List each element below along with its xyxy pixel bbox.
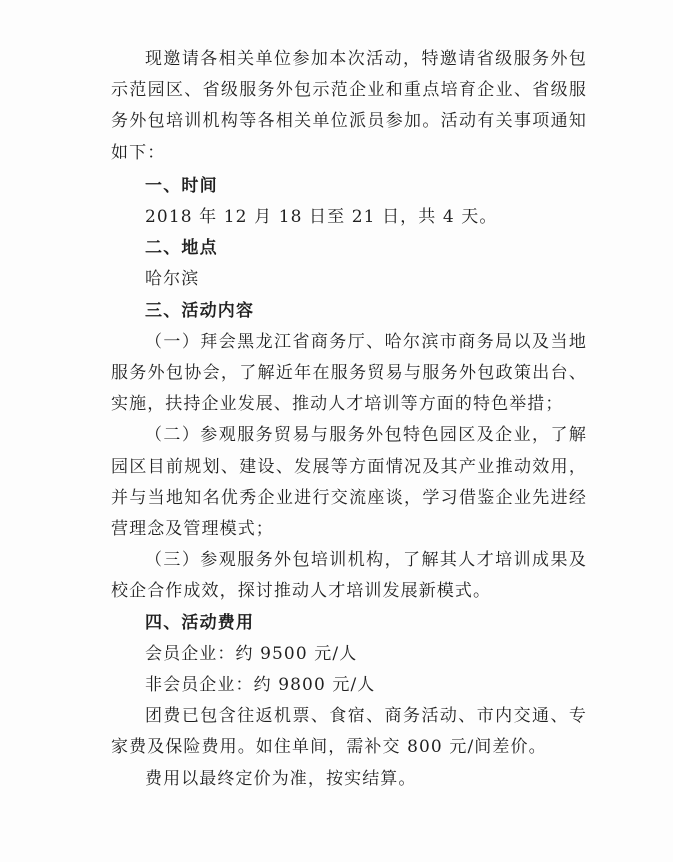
place-text: 哈尔滨 — [145, 269, 200, 290]
content-item-1: （一）拜会黑龙江省商务厅、哈尔滨市商务局以及当地服务外包协会，了解近年在服务贸易与服务外包政策出台、实施，扶持企业发展、推动人才培训等方面的特色举措； — [111, 331, 587, 415]
intro-paragraph: 现邀请各相关单位参加本次活动，特邀请省级服务外包示范园区、省级服务外包示范企业和重点培育企业、省级服务外包培训机构等各相关单位派员参加。活动有关事项通知如下： — [111, 49, 587, 163]
content-item-2: （二）参观服务贸易与服务外包特色园区及企业，了解园区目前规划、建设、发展等方面情况及其产业推动效用，并与当地知名优秀企业进行交流座谈，学习借鉴企业先进经营理念及管理模式； — [111, 425, 587, 540]
section-heading-time: 一、时间 — [145, 175, 218, 196]
fee-member: 会员企业：约 9500 元/人 — [145, 643, 358, 664]
document-body — [111, 44, 587, 795]
section-heading-fee: 四、活动费用 — [145, 612, 255, 633]
fee-non-member: 非会员企业：约 9800 元/人 — [145, 675, 376, 696]
section-heading-content: 三、活动内容 — [145, 300, 255, 321]
time-text: 2018 年 12 月 18 日至 21 日，共 4 天。 — [145, 207, 498, 228]
content-item-3: （三）参观服务外包培训机构，了解其人才培训成果及校企合作成效，探讨推动人才培训发展新模式。 — [111, 550, 587, 602]
fee-settlement: 费用以最终定价为准，按实结算。 — [145, 768, 417, 789]
fee-included: 团费已包含往返机票、食宿、商务活动、市内交通、专家费及保险费用。如住单间，需补交 800 元/间差价。 — [111, 706, 587, 758]
section-heading-place: 二、地点 — [145, 238, 218, 259]
